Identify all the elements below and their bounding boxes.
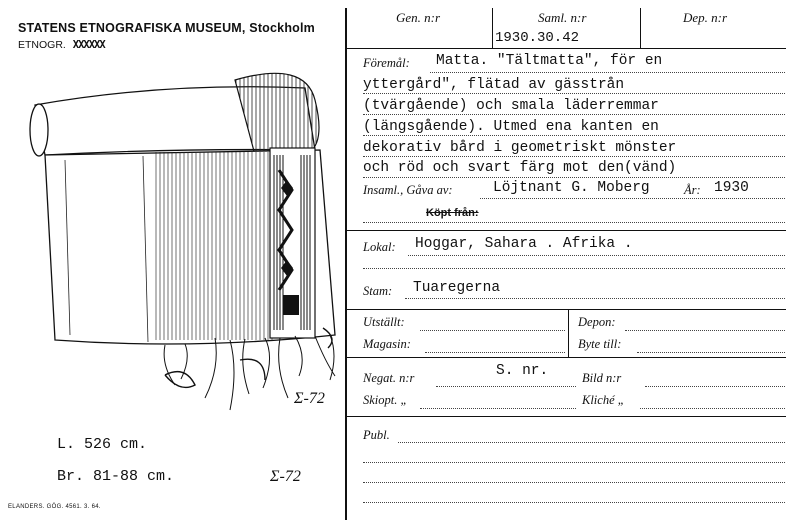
dotline-byte bbox=[637, 352, 785, 353]
gen-label: Gen. n:r bbox=[396, 10, 441, 25]
dotline-negat bbox=[436, 386, 576, 387]
mat-drawing bbox=[15, 60, 350, 430]
year-label: År: bbox=[684, 183, 701, 197]
dotline-publ-1 bbox=[398, 442, 785, 443]
printer-line: ELANDERS. GÖG. 4561. 3. 64. bbox=[8, 504, 101, 510]
negat-label: Negat. n:r bbox=[363, 371, 415, 385]
saml-value: 1930.30.42 bbox=[495, 30, 580, 46]
handwritten-mark-1: Σ-72 bbox=[294, 390, 325, 407]
dotline-kliche bbox=[640, 408, 785, 409]
utstallt-label: Utställt: bbox=[363, 315, 405, 329]
stam-label: Stam: bbox=[363, 284, 393, 298]
dotline-1 bbox=[430, 72, 785, 73]
struck-kopt-fran: Köpt från: bbox=[426, 207, 479, 219]
insaml-value: Löjtnant G. Moberg bbox=[493, 180, 650, 196]
sep-line-2 bbox=[346, 309, 786, 310]
museum-name: STATENS ETNOGRAFISKA MUSEUM, bbox=[18, 21, 246, 35]
dotline-6 bbox=[363, 177, 785, 178]
foremal-line-5: dekorativ bård i geometriskt mönster bbox=[363, 140, 677, 156]
sep-line-3 bbox=[346, 357, 786, 358]
lokal-value: Hoggar, Sahara . Afrika . bbox=[415, 236, 633, 252]
etnogr-label: ETNOGR. bbox=[18, 39, 66, 51]
year-value: 1930 bbox=[714, 180, 749, 196]
dotline-utstallt bbox=[420, 330, 565, 331]
dotline-stam bbox=[405, 298, 785, 299]
foremal-line-3: (tvärgående) och smala läderremmar bbox=[363, 98, 659, 114]
dotline-magasin bbox=[425, 352, 565, 353]
dotline-publ-4 bbox=[363, 502, 785, 503]
length-value: L. 526 cm. bbox=[57, 436, 148, 453]
card-divider bbox=[345, 8, 347, 520]
publ-label: Publ. bbox=[363, 428, 390, 442]
sep-line-1 bbox=[346, 230, 786, 231]
dotline-5 bbox=[363, 156, 785, 157]
stam-value: Tuaregerna bbox=[413, 280, 501, 296]
negat-value: S. nr. bbox=[496, 363, 549, 379]
dotline-publ-3 bbox=[363, 482, 785, 483]
foremal-line-1: Matta. "Tältmatta", för en bbox=[436, 53, 663, 69]
foremal-label: Föremål: bbox=[363, 56, 410, 70]
dotline-lokal bbox=[408, 255, 785, 256]
museum-city: Stockholm bbox=[249, 21, 315, 35]
dotline-publ-2 bbox=[363, 462, 785, 463]
dotline-kopt bbox=[363, 222, 785, 223]
dotline-depon bbox=[625, 330, 785, 331]
dotline-4 bbox=[363, 135, 785, 136]
etnogr-line bbox=[18, 39, 105, 51]
dep-label: Dep. n:r bbox=[683, 10, 728, 25]
dotline-3 bbox=[363, 114, 785, 115]
skiopt-label: Skiopt. „ bbox=[363, 393, 408, 407]
header-bottom-line bbox=[346, 48, 786, 49]
dotline-2 bbox=[363, 93, 785, 94]
sep-line-4 bbox=[346, 416, 786, 417]
handwritten-mark-2: Σ-72 bbox=[270, 468, 301, 485]
etnogr-value: XXXXXX bbox=[72, 39, 105, 51]
dotline-bild bbox=[645, 386, 785, 387]
kliche-label: Kliché „ bbox=[582, 393, 625, 407]
dotline-lokal-2 bbox=[363, 268, 785, 269]
foremal-line-2: yttergård", flätad av gässtrån bbox=[363, 77, 625, 93]
header-sep-2 bbox=[640, 8, 641, 48]
foremal-line-6: och röd och svart färg mot den(vänd) bbox=[363, 160, 677, 176]
byte-label: Byte till: bbox=[578, 337, 622, 351]
width-value: Br. 81-88 cm. bbox=[57, 468, 175, 485]
depon-label: Depon: bbox=[578, 315, 616, 329]
dotline-skiopt bbox=[420, 408, 576, 409]
magasin-label: Magasin: bbox=[363, 337, 411, 351]
dotline-insaml bbox=[480, 198, 785, 199]
bild-label: Bild n:r bbox=[582, 371, 622, 385]
foremal-line-4: (längsgående). Utmed ena kanten en bbox=[363, 119, 659, 135]
lokal-label: Lokal: bbox=[363, 240, 396, 254]
museum-title bbox=[18, 21, 315, 35]
insaml-label: Insaml., Gåva av: bbox=[363, 183, 453, 197]
sep-depon bbox=[568, 309, 569, 357]
saml-label: Saml. n:r bbox=[538, 10, 587, 25]
header-sep-1 bbox=[492, 8, 493, 48]
